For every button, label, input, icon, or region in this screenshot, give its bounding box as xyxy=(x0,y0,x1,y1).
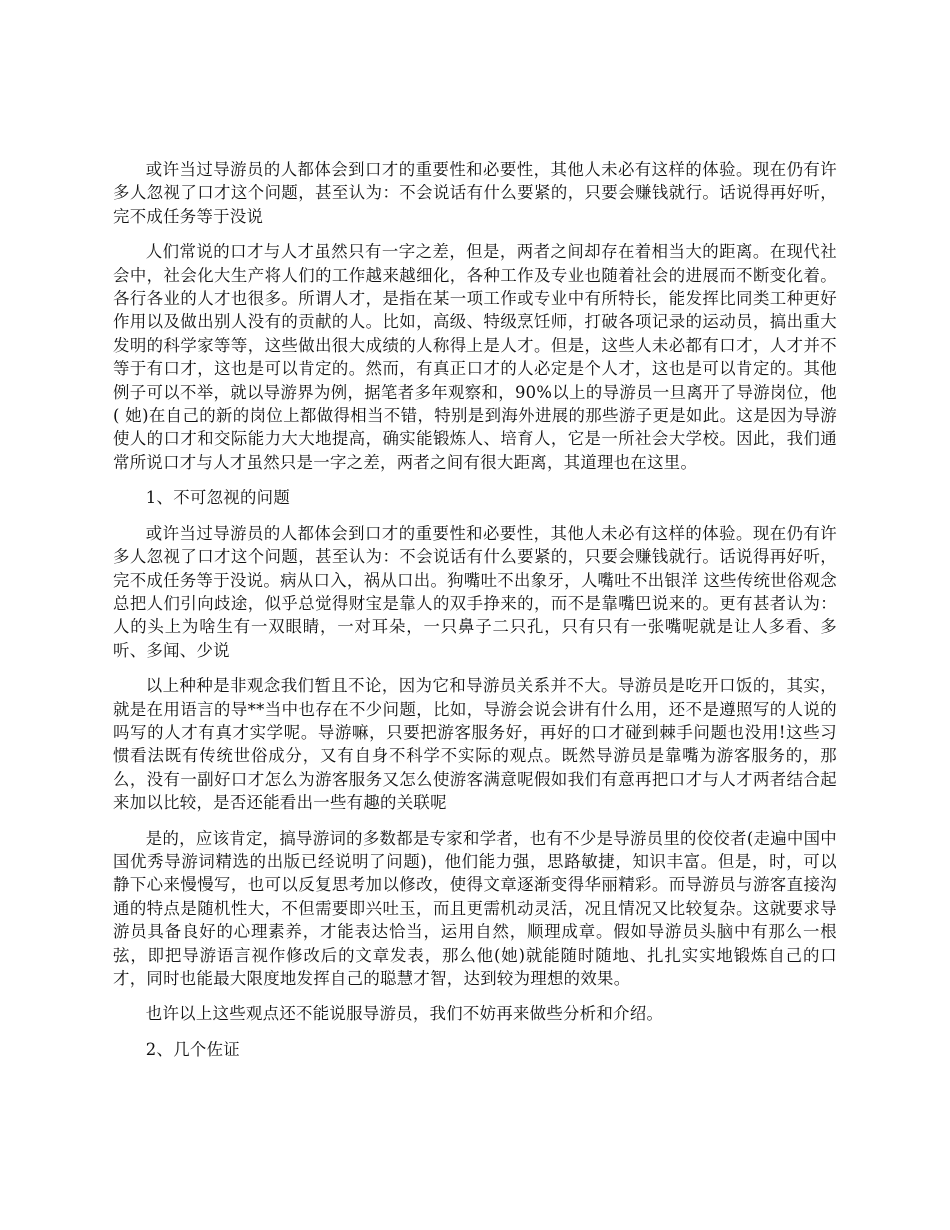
paragraph-views: 以上种种是非观念我们暂且不论，因为它和导游员关系并不大。导游员是吃开口饭的，其实，就是在用语言的导**当中也存在不少问题，比如，导游会说会讲有什么用，还不是遵照写的人说的吗写的人才有真才实学呢。导游嘛，只要把游客服务好，再好的口才碰到棘手问题也没用!这些习惯看法既有传统世俗成分，又有自身不科学不实际的观点。既然导游员是靠嘴为游客服务的，那么，没有一副好口才怎么为游客服务又怎么使游客满意呢假如我们有意再把口才与人才两者结合起来加以比较，是否还能看出一些有趣的关联呢 xyxy=(113,676,837,813)
section-heading-1: 1、不可忽视的问题 xyxy=(145,488,291,508)
document-page xyxy=(113,158,837,1073)
paragraph-problem: 或许当过导游员的人都体会到口才的重要性和必要性，其他人未必有这样的体验。现在仍有许多人忽视了口才这个问题，甚至认为：不会说话有什么要紧的，只要会赚钱就行。话说得再好听，完不成任务等于没说。病从口入，祸从口出。狗嘴吐不出象牙，人嘴吐不出银洋 这些传统世俗观念总把人们引向歧途，似乎总觉得财宝是靠人的双手挣来的，而不是靠嘴巴说来的。更有甚者认为：人的头上为啥生有一双眼睛，一对耳朵，一只鼻子二只孔，只有只有一张嘴呢就是让人多看、多听、多闻、少说 xyxy=(113,523,837,660)
paragraph-talent: 人们常说的口才与人才虽然只有一字之差，但是，两者之间却存在着相当大的距离。在现代社会中，社会化大生产将人们的工作越来越细化，各种工作及专业也随着社会的进展而不断变化着。各行各业的人才也很多。所谓人才，是指在某一项工作或专业中有所特长，能发挥比同类工种更好作用以及做出别人没有的贡献的人。比如，高级、特级烹饪师，打破各项记录的运动员，搞出重大发明的科学家等等，这些做出很大成绩的人称得上是人才。但是，这些人未必都有口才，人才并不等于有口才，这也是可以肯定的。然而，有真正口才的人必定是个人才，这也是可以肯定的。其他例子可以不举，就以导游界为例，据笔者多年观察和，90%以上的导游员一旦离开了导游岗位，他( 她)在自己的新的岗位上都做得相当不错，特别是到海外进展的那些游子更是如此。这是因为导游使人的口才和交际能力大大地提高，确实能锻炼人、培育人，它是一所社会大学校。因此，我们通常所说口才与人才虽然只是一字之差，两者之间有很大距离，其道理也在这里。 xyxy=(113,242,837,472)
section-heading-2: 2、几个佐证 xyxy=(145,1039,240,1059)
paragraph-analysis: 也许以上这些观点还不能说服导游员，我们不妨再来做些分析和介绍。 xyxy=(145,1004,664,1024)
paragraph-intro: 或许当过导游员的人都体会到口才的重要性和必要性，其他人未必有这样的体验。现在仍有许多人忽视了口才这个问题，甚至认为：不会说话有什么要紧的，只要会赚钱就行。话说得再好听，完不成任务等于没说 xyxy=(113,160,837,226)
paragraph-experts: 是的，应该肯定，搞导游词的多数都是专家和学者，也有不少是导游员里的佼佼者(走遍中国中国优秀导游词精选的出版已经说明了问题)，他们能力强，思路敏捷，知识丰富。但是，时，可以静下心来慢慢写，也可以反复思考加以修改，使得文章逐渐变得华丽精彩。而导游员与游客直接沟通的特点是随机性大，不但需要即兴吐玉，而且更需机动灵活，况且情况又比较复杂。这就要求导游员具备良好的心理素养，才能表达恰当，运用自然，顺理成章。假如导游员头脑中有那么一根弦，即把导游语言视作修改后的文章发表，那么他(她)就能随时随地、扎扎实实地锻炼自己的口才，同时也能最大限度地发挥自己的聪慧才智，达到较为理想的效果。 xyxy=(113,828,837,988)
